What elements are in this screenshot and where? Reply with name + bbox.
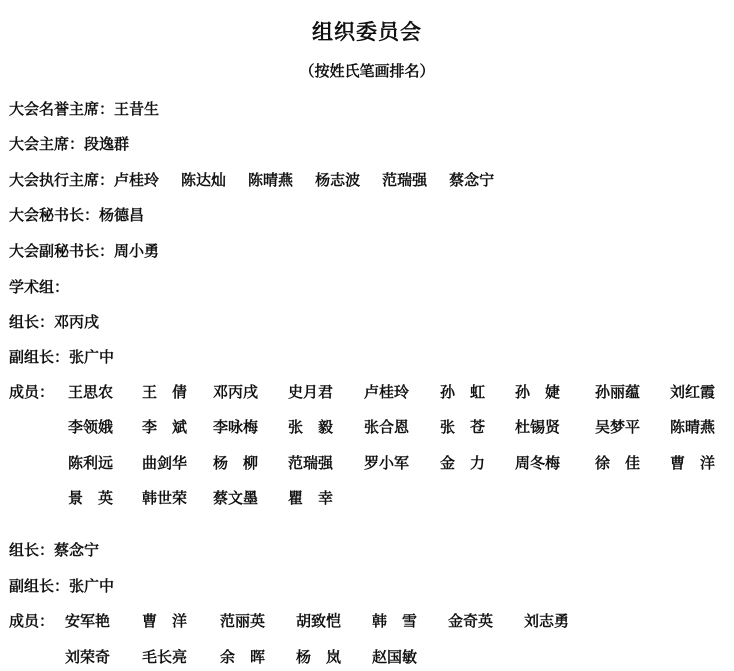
member-name: 吴梦平 (595, 418, 641, 436)
member-name: 金奇英 (448, 612, 494, 630)
member-name: 杜锡贤 (515, 418, 561, 436)
member-name: 余 晖 (220, 648, 266, 666)
member-name: 景 英 (68, 489, 114, 507)
member-name: 杨 柳 (213, 454, 259, 472)
member-name: 王思农 (68, 383, 114, 401)
deputy-secretary-general-label: 大会副秘书长： (9, 242, 115, 260)
academic-members-label: 成员： (9, 383, 55, 401)
member-name: 孙 虹 (440, 383, 486, 401)
chair-name: 段逸群 (84, 135, 130, 153)
member-name: 曹 洋 (670, 454, 716, 472)
member-name: 张合恩 (364, 418, 410, 436)
exec-chair-name: 卢桂玲 (114, 171, 160, 189)
member-name: 瞿 幸 (288, 489, 334, 507)
exec-chair-name: 杨志波 (315, 171, 361, 189)
exec-chairs-label: 大会执行主席： (9, 171, 115, 189)
member-name: 罗小军 (364, 454, 410, 472)
member-row (0, 487, 734, 509)
secretary-general-label: 大会秘书长： (9, 206, 100, 224)
member-row (0, 381, 734, 403)
academic-leader-line (9, 311, 99, 333)
member-name: 孙丽蕴 (595, 383, 641, 401)
exec-chair-name: 蔡念宁 (449, 171, 495, 189)
academic-deputy-line (9, 346, 114, 368)
second-leader-label: 组长： (9, 541, 55, 559)
exec-chair-name: 范瑞强 (382, 171, 428, 189)
member-name: 李 斌 (142, 418, 188, 436)
member-name: 金 力 (440, 454, 486, 472)
academic-leader-label: 组长： (9, 313, 55, 331)
second-deputy-line (9, 575, 114, 597)
member-name: 杨 岚 (296, 648, 342, 666)
member-name: 范瑞强 (288, 454, 334, 472)
exec-chair-name: 陈达灿 (181, 171, 227, 189)
member-name: 陈晴燕 (670, 418, 716, 436)
member-row (0, 416, 734, 438)
deputy-secretary-general-line (9, 240, 159, 262)
second-members-label: 成员： (9, 612, 55, 630)
second-deputy-label: 副组长： (9, 577, 70, 595)
member-name: 刘志勇 (524, 612, 570, 630)
honorary-chair-line (9, 98, 159, 120)
member-name: 刘荣奇 (65, 648, 111, 666)
member-row (0, 610, 734, 632)
member-name: 陈利远 (68, 454, 114, 472)
second-deputy-name: 张广中 (69, 577, 115, 595)
academic-deputy-label: 副组长： (9, 348, 70, 366)
member-name: 韩 雪 (372, 612, 418, 630)
member-name: 范丽英 (220, 612, 266, 630)
member-row (0, 452, 734, 474)
honorary-chair-label: 大会名誉主席： (9, 100, 115, 118)
member-name: 曲剑华 (142, 454, 188, 472)
exec-chair-name: 陈晴燕 (248, 171, 294, 189)
member-name: 曹 洋 (142, 612, 188, 630)
second-leader-name: 蔡念宁 (54, 541, 100, 559)
secretary-general-line (9, 204, 144, 226)
member-name: 赵国敏 (372, 648, 418, 666)
chair-label: 大会主席： (9, 135, 85, 153)
secretary-general-name: 杨德昌 (99, 206, 145, 224)
member-name: 卢桂玲 (364, 383, 410, 401)
member-name: 史月君 (288, 383, 334, 401)
page-title: 组织委员会 (312, 19, 422, 44)
deputy-secretary-general-name: 周小勇 (114, 242, 160, 260)
academic-leader-name: 邓丙戌 (54, 313, 100, 331)
member-name: 李领娥 (68, 418, 114, 436)
member-name: 孙 婕 (515, 383, 561, 401)
exec-chairs-line (9, 169, 516, 191)
member-name: 周冬梅 (515, 454, 561, 472)
member-name: 胡致恺 (296, 612, 342, 630)
member-name: 安军艳 (65, 612, 111, 630)
member-row (0, 646, 734, 668)
member-name: 李咏梅 (213, 418, 259, 436)
member-name: 韩世荣 (142, 489, 188, 507)
second-leader-line (9, 539, 99, 561)
page-subtitle: （按姓氏笔画排名） (299, 62, 435, 80)
member-name: 毛长亮 (142, 648, 188, 666)
member-name: 张 苍 (440, 418, 486, 436)
academic-deputy-name: 张广中 (69, 348, 115, 366)
member-name: 邓丙戌 (213, 383, 259, 401)
chair-line (9, 133, 129, 155)
honorary-chair-name: 王昔生 (114, 100, 160, 118)
member-name: 张 毅 (288, 418, 334, 436)
academic-group-heading: 学术组： (9, 278, 70, 296)
member-name: 徐 佳 (595, 454, 641, 472)
member-name: 刘红霞 (670, 383, 716, 401)
member-name: 蔡文墨 (213, 489, 259, 507)
member-name: 王 倩 (142, 383, 188, 401)
